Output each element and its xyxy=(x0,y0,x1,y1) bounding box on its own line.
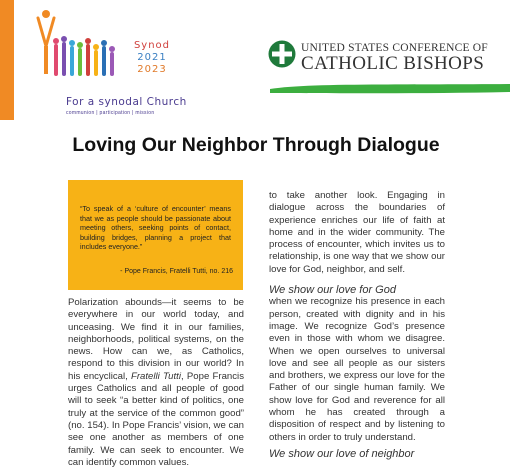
left-paragraph xyxy=(68,297,244,469)
synod-tagline: For a synodal Church xyxy=(66,96,187,108)
synod-year-end: 2023 xyxy=(137,64,167,75)
right-paragraph-1: to take another look. Engaging in dialogue across the boundaries of experience enriches our life of faith at home and in the wider community. The process of encounter, which invites us to relationship, is one way that we show our love for God, neighbor, and self. xyxy=(269,190,445,275)
left-column xyxy=(68,297,244,469)
right-paragraph-2: when we recognize his presence in each person, created with dignity and in his image. We recognize God’s presence even in those with whom we disagree. When we open ourselves to universal love and see all people as our sisters and brothers, we express our love for the Father of our single human family. We show love for God and reverence for all whom he has created through a disposition of respect and by listening to others in order to truly understand. xyxy=(269,296,445,443)
synod-subtitle: communion | participation | mission xyxy=(66,110,155,116)
green-brush-stroke xyxy=(268,80,512,96)
usccb-name-line1: UNITED STATES CONFERENCE OF xyxy=(301,42,488,54)
synod-wordmark xyxy=(122,40,182,76)
synod-figures-logo xyxy=(20,6,138,76)
right-column xyxy=(269,190,445,460)
document-title: Loving Our Neighbor Through Dialogue xyxy=(72,134,440,156)
section-heading-love-for-god: We show our love for God xyxy=(269,284,396,297)
usccb-cross-icon xyxy=(268,40,296,68)
encyclical-title: Fratelli Tutti xyxy=(131,370,181,382)
synod-year-start: 2021 xyxy=(137,52,167,63)
left-paragraph-end: , Pope Francis urges Catholics and all people of good will to seek “a better kind of politics, one truly at the service of the common good” (no. 154). In Pope Francis’ vision, we can see one another as members of one family. We can seek to encounter. We can identify common values. xyxy=(68,370,244,468)
synod-word: Synod xyxy=(133,40,171,51)
quote-box xyxy=(68,180,243,290)
quote-attribution: - Pope Francis, Fratelli Tutti, no. 216 xyxy=(120,268,233,275)
usccb-name-line2: CATHOLIC BISHOPS xyxy=(301,53,485,74)
section-heading-love-of-neighbor: We show our love of neighbor xyxy=(269,447,415,460)
quote-text: “To speak of a ‘culture of encounter’ means that we as people should be passionate about meeting others, seeking points of contact, building bridges, planning a project that includes everyone.” xyxy=(80,204,231,252)
orange-side-bar xyxy=(0,0,14,120)
left-paragraph-start: Polarization abounds—it seems to be everywhere in our world today, and unceasing. We find it in our families, neighborhoods, political systems, on the news. How can we, as Catholics, respond to this division in our world? In his encyclical, xyxy=(68,297,244,382)
